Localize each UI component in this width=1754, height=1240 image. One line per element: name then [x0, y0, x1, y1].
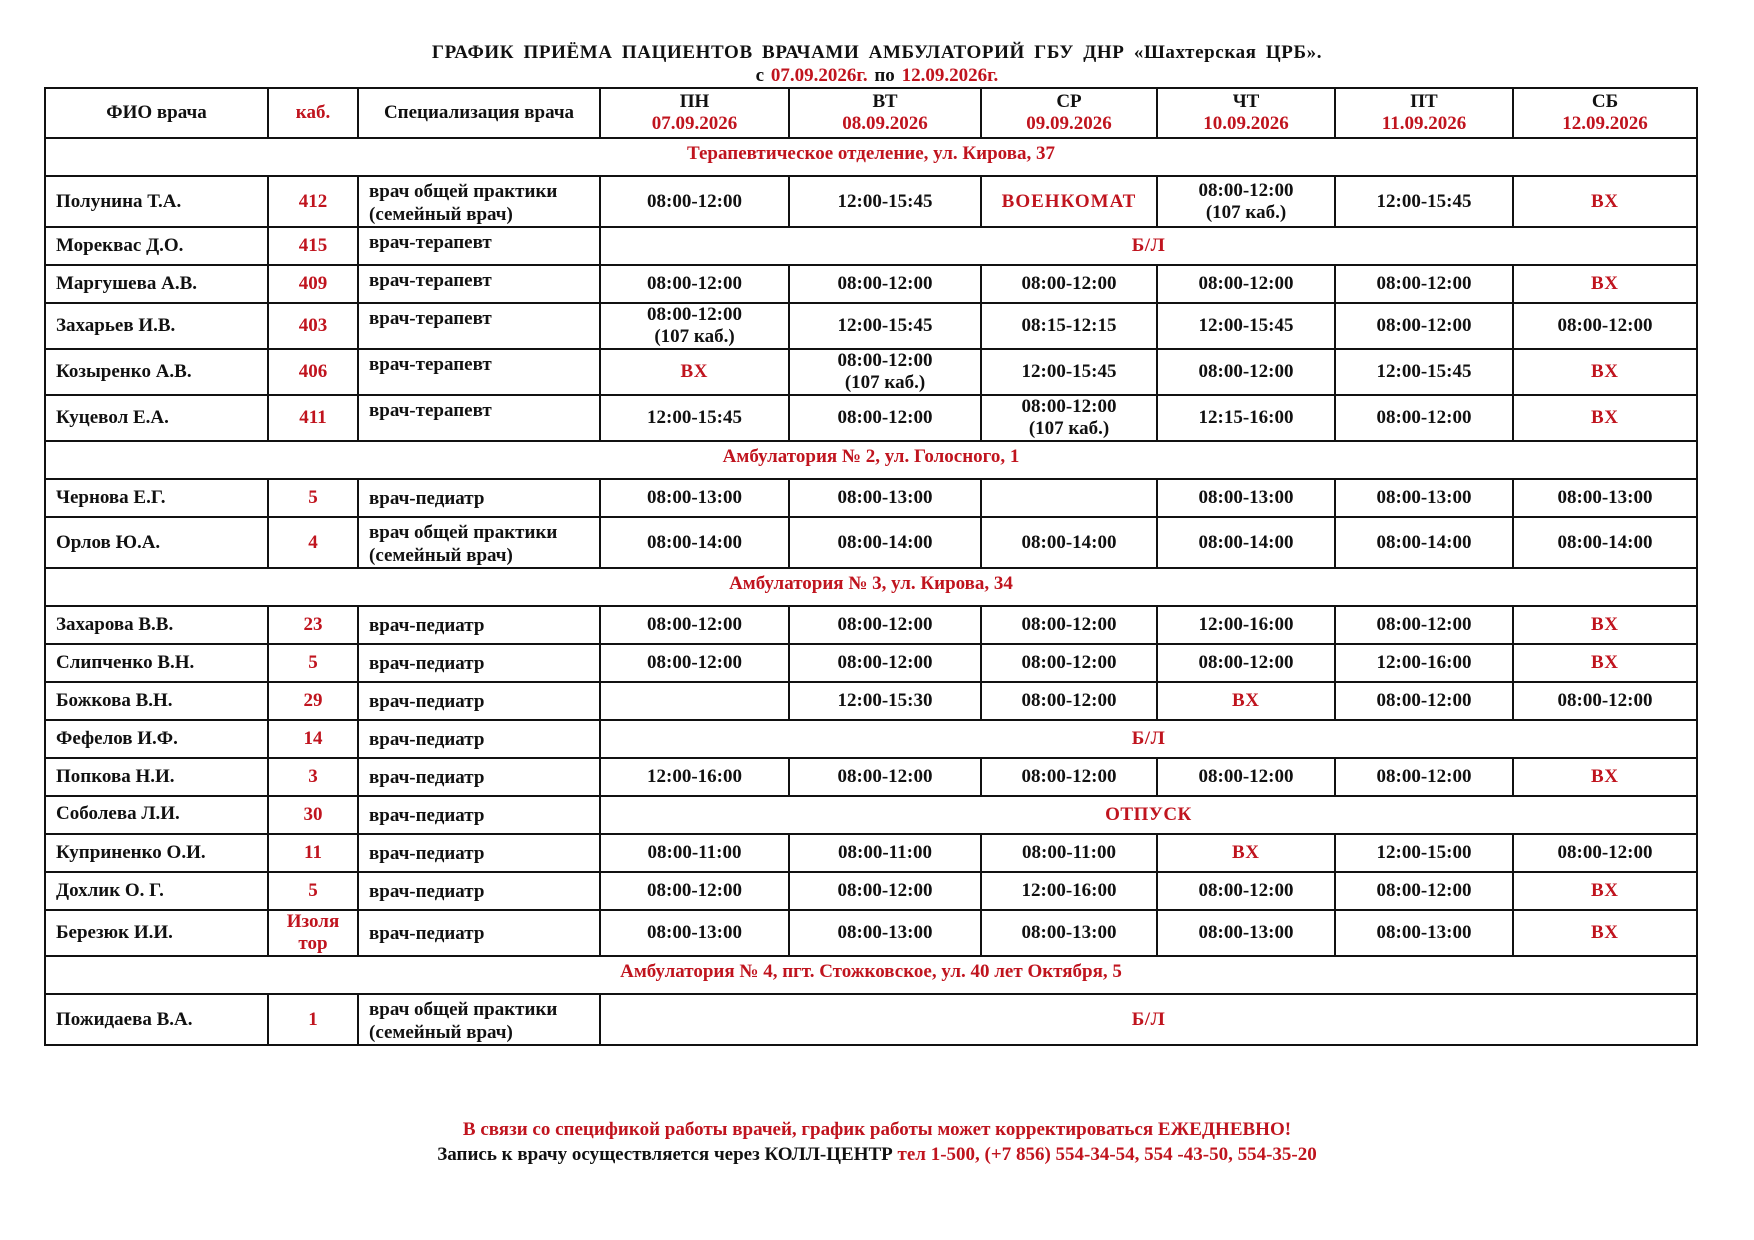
doctor-name: Куцевол Е.А.	[45, 395, 268, 441]
room-number: 406	[268, 349, 358, 395]
schedule-cell: 08:00-12:00	[1335, 682, 1513, 720]
schedule-cell: ВХ	[1513, 265, 1697, 303]
schedule-cell: ВХ	[1157, 834, 1335, 872]
room-number: 5	[268, 872, 358, 910]
section-row	[45, 441, 1697, 479]
room-number: 4	[268, 517, 358, 568]
schedule-cell: 08:00-12:00	[789, 265, 981, 303]
doctor-name: Захарьев И.В.	[45, 303, 268, 349]
cabinet-note: (107 каб.)	[654, 326, 735, 347]
schedule-cell: 12:00-15:45	[1335, 176, 1513, 227]
day-date: 12.09.2026	[1562, 113, 1648, 134]
specialization: врач-педиатр	[358, 796, 600, 834]
schedule-cell: 08:00-12:00	[1513, 682, 1697, 720]
schedule-cell: 08:00-12:00	[1335, 872, 1513, 910]
doctor-row	[45, 606, 1697, 644]
callcenter-phones: тел 1-500, (+7 856) 554-34-54, 554 -43-50, 554-35-20	[897, 1144, 1317, 1165]
doctor-name: Слипченко В.Н.	[45, 644, 268, 682]
schedule-cell: ВХ	[1513, 910, 1697, 956]
doctor-row	[45, 682, 1697, 720]
schedule-cell: 08:00-14:00	[981, 517, 1157, 568]
time-range: 08:00-12:00	[647, 304, 742, 325]
doctor-name: Мореквас Д.О.	[45, 227, 268, 265]
specialization: врач-терапевт	[358, 265, 600, 303]
day-date: 09.09.2026	[1026, 113, 1112, 134]
schedule-cell: 08:00-12:00	[1157, 644, 1335, 682]
room-line: Изоля	[286, 911, 340, 932]
section-row	[45, 956, 1697, 994]
specialization: врач-педиатр	[358, 479, 600, 517]
schedule-cell: 08:00-14:00	[1335, 517, 1513, 568]
schedule-cell: 08:00-12:00	[981, 758, 1157, 796]
schedule-cell: 12:00-15:45	[600, 395, 789, 441]
section-title: Амбулатория № 3, ул. Кирова, 34	[45, 568, 1697, 606]
doctor-row	[45, 758, 1697, 796]
schedule-cell: 12:00-15:45	[1335, 349, 1513, 395]
doctor-name: Куприненко О.И.	[45, 834, 268, 872]
schedule-cell: ВХ	[1513, 872, 1697, 910]
header-day-fri	[1335, 88, 1513, 138]
day-date: 07.09.2026	[651, 113, 738, 134]
schedule-table	[44, 87, 1698, 1046]
doctor-row	[45, 227, 1697, 265]
schedule-cell: ВОЕНКОМАТ	[981, 176, 1157, 227]
schedule-cell: ВХ	[1513, 758, 1697, 796]
doctor-row	[45, 479, 1697, 517]
specialization: врач-терапевт	[358, 227, 600, 265]
room-number: 403	[268, 303, 358, 349]
schedule-cell: 08:00-12:00	[981, 682, 1157, 720]
header-spec: Специализация врача	[358, 88, 600, 138]
doctor-name: Маргушева А.В.	[45, 265, 268, 303]
doctor-name: Захарова В.В.	[45, 606, 268, 644]
doctor-row	[45, 910, 1697, 956]
schedule-cell: 08:00-12:00	[1157, 349, 1335, 395]
schedule-cell: 08:00-12:00	[600, 644, 789, 682]
schedule-cell	[600, 303, 789, 349]
header-row	[45, 88, 1697, 138]
doctor-row	[45, 265, 1697, 303]
status-cell: ОТПУСК	[600, 796, 1697, 834]
schedule-cell: 08:00-12:00	[600, 606, 789, 644]
schedule-cell: 08:00-12:00	[981, 606, 1157, 644]
schedule-cell: 08:00-12:00	[1157, 758, 1335, 796]
specialization: врач-терапевт	[358, 395, 600, 441]
schedule-cell: 08:00-13:00	[600, 910, 789, 956]
schedule-cell: 08:15-12:15	[981, 303, 1157, 349]
schedule-cell: 08:00-12:00	[789, 758, 981, 796]
schedule-cell: ВХ	[1513, 395, 1697, 441]
doctor-row	[45, 872, 1697, 910]
schedule-cell: 08:00-12:00	[1513, 303, 1697, 349]
room-number: 409	[268, 265, 358, 303]
room-number: 5	[268, 644, 358, 682]
section-title: Амбулатория № 4, пгт. Стожковское, ул. 40 лет Октября, 5	[45, 956, 1697, 994]
schedule-cell: 08:00-12:00	[1335, 303, 1513, 349]
room-number: 23	[268, 606, 358, 644]
doctor-row	[45, 834, 1697, 872]
status-cell: Б/Л	[600, 994, 1697, 1045]
cabinet-note: (107 каб.)	[1028, 418, 1110, 439]
doctor-row	[45, 994, 1697, 1045]
schedule-cell: 08:00-14:00	[1513, 517, 1697, 568]
schedule-cell	[789, 349, 981, 395]
schedule-cell: 08:00-11:00	[981, 834, 1157, 872]
header-name: ФИО врача	[45, 88, 268, 138]
doctor-row	[45, 644, 1697, 682]
section-row	[45, 568, 1697, 606]
doctor-row	[45, 395, 1697, 441]
doctor-name: Березюк И.И.	[45, 910, 268, 956]
status-cell: Б/Л	[600, 227, 1697, 265]
schedule-cell: 08:00-13:00	[1157, 910, 1335, 956]
day-date: 08.09.2026	[842, 113, 928, 134]
schedule-cell: 08:00-13:00	[789, 910, 981, 956]
section-row	[45, 138, 1697, 176]
specialization: врач-педиатр	[358, 720, 600, 758]
doctor-name: Фефелов И.Ф.	[45, 720, 268, 758]
room-number: 1	[268, 994, 358, 1045]
spec-line: (семейный врач)	[369, 1022, 513, 1043]
schedule-cell: ВХ	[1513, 644, 1697, 682]
doctor-row	[45, 303, 1697, 349]
period-from-label: с	[755, 65, 765, 86]
schedule-cell: 08:00-11:00	[789, 834, 981, 872]
spec-line: врач общей практики	[369, 522, 558, 543]
schedule-cell	[1157, 176, 1335, 227]
schedule-cell: 08:00-13:00	[1335, 479, 1513, 517]
header-day-wed	[981, 88, 1157, 138]
day-name: ВТ	[872, 91, 898, 112]
specialization: врач-педиатр	[358, 910, 600, 956]
schedule-cell	[981, 479, 1157, 517]
doctor-name: Соболева Л.И.	[45, 796, 268, 834]
doctor-name: Орлов Ю.А.	[45, 517, 268, 568]
cabinet-note: (107 каб.)	[1205, 201, 1287, 223]
room-number: 29	[268, 682, 358, 720]
day-name: СР	[1056, 91, 1082, 112]
period-from: 07.09.2026г.	[770, 65, 868, 86]
schedule-cell: ВХ	[1513, 349, 1697, 395]
schedule-cell: 12:00-15:45	[981, 349, 1157, 395]
schedule-cell: 08:00-14:00	[600, 517, 789, 568]
schedule-cell: 08:00-12:00	[789, 395, 981, 441]
spec-line: врач общей практики	[369, 999, 558, 1020]
room-number: 5	[268, 479, 358, 517]
schedule-cell: 08:00-13:00	[600, 479, 789, 517]
specialization: врач-педиатр	[358, 682, 600, 720]
specialization: врач-педиатр	[358, 872, 600, 910]
day-name: ПТ	[1410, 91, 1438, 112]
time-range: 08:00-12:00	[1198, 179, 1294, 201]
day-name: ПН	[679, 91, 710, 112]
period-to-label: по	[874, 65, 895, 86]
header-day-mon	[600, 88, 789, 138]
schedule-cell: 08:00-12:00	[1157, 265, 1335, 303]
section-title: Терапевтическое отделение, ул. Кирова, 37	[45, 138, 1697, 176]
schedule-cell: 08:00-12:00	[1335, 395, 1513, 441]
schedule-cell: 08:00-12:00	[1157, 872, 1335, 910]
doctor-name: Божкова В.Н.	[45, 682, 268, 720]
period-line	[0, 65, 1754, 87]
schedule-cell: 08:00-11:00	[600, 834, 789, 872]
doctor-row	[45, 720, 1697, 758]
schedule-cell: 12:00-15:00	[1335, 834, 1513, 872]
day-name: СБ	[1591, 91, 1619, 112]
doctor-row	[45, 176, 1697, 227]
schedule-cell: 12:00-16:00	[1157, 606, 1335, 644]
doctor-name: Попкова Н.И.	[45, 758, 268, 796]
schedule-cell: 08:00-12:00	[1513, 834, 1697, 872]
day-date: 10.09.2026	[1203, 113, 1289, 134]
doctor-name: Чернова Е.Г.	[45, 479, 268, 517]
schedule-cell: ВХ	[1513, 606, 1697, 644]
schedule-cell: 08:00-12:00	[600, 872, 789, 910]
schedule-cell: 08:00-12:00	[981, 265, 1157, 303]
callcenter-text: Запись к врачу осуществляется через КОЛЛ-ЦЕНТР	[437, 1144, 893, 1165]
room-number: 411	[268, 395, 358, 441]
specialization	[358, 994, 600, 1045]
specialization: врач-терапевт	[358, 303, 600, 349]
schedule-cell: 08:00-12:00	[600, 265, 789, 303]
header-day-tue	[789, 88, 981, 138]
schedule-cell: 08:00-14:00	[1157, 517, 1335, 568]
specialization: врач-педиатр	[358, 758, 600, 796]
schedule-cell: ВХ	[1157, 682, 1335, 720]
schedule-cell: 12:00-15:45	[789, 303, 981, 349]
period-to: 12.09.2026г.	[901, 65, 999, 86]
schedule-cell: ВХ	[600, 349, 789, 395]
schedule-cell	[981, 395, 1157, 441]
schedule-cell: 12:00-16:00	[981, 872, 1157, 910]
schedule-cell: 08:00-13:00	[981, 910, 1157, 956]
status-cell: Б/Л	[600, 720, 1697, 758]
room-number: 415	[268, 227, 358, 265]
doctor-row	[45, 517, 1697, 568]
callcenter-line	[0, 1144, 1754, 1166]
time-range: 08:00-12:00	[837, 350, 933, 371]
schedule-cell: 08:00-12:00	[600, 176, 789, 227]
specialization: врач-педиатр	[358, 644, 600, 682]
doctor-name: Дохлик О. Г.	[45, 872, 268, 910]
schedule-cell: 12:00-15:30	[789, 682, 981, 720]
schedule-cell: 08:00-13:00	[789, 479, 981, 517]
room-number: 412	[268, 176, 358, 227]
specialization: врач-терапевт	[358, 349, 600, 395]
schedule-cell: ВХ	[1513, 176, 1697, 227]
cabinet-note: (107 каб.)	[844, 372, 926, 393]
section-title: Амбулатория № 2, ул. Голосного, 1	[45, 441, 1697, 479]
day-date: 11.09.2026	[1381, 113, 1467, 134]
schedule-cell: 08:00-12:00	[1335, 758, 1513, 796]
schedule-cell: 08:00-12:00	[1335, 606, 1513, 644]
schedule-cell: 08:00-13:00	[1335, 910, 1513, 956]
schedule-cell: 08:00-12:00	[789, 606, 981, 644]
schedule-cell: 08:00-12:00	[789, 644, 981, 682]
header-day-sat	[1513, 88, 1697, 138]
schedule-cell: 08:00-12:00	[789, 872, 981, 910]
specialization: врач-педиатр	[358, 606, 600, 644]
room-line: тор	[298, 933, 328, 954]
time-range: 08:00-12:00	[1021, 396, 1117, 417]
specialization: врач-педиатр	[358, 834, 600, 872]
spec-line: (семейный врач)	[369, 545, 513, 566]
room-number: 3	[268, 758, 358, 796]
schedule-cell: 12:00-16:00	[600, 758, 789, 796]
specialization	[358, 517, 600, 568]
schedule-cell: 12:00-15:45	[1157, 303, 1335, 349]
doctor-name: Пожидаева В.А.	[45, 994, 268, 1045]
header-day-thu	[1157, 88, 1335, 138]
specialization	[358, 176, 600, 227]
schedule-cell: 12:15-16:00	[1157, 395, 1335, 441]
schedule-cell: 12:00-15:45	[789, 176, 981, 227]
room-number: 14	[268, 720, 358, 758]
doctor-name: Козыренко А.В.	[45, 349, 268, 395]
schedule-cell: 08:00-12:00	[1335, 265, 1513, 303]
room-number	[268, 910, 358, 956]
schedule-body	[45, 138, 1697, 1045]
doctor-row	[45, 349, 1697, 395]
room-number: 11	[268, 834, 358, 872]
doctor-row	[45, 796, 1697, 834]
schedule-cell: 08:00-14:00	[789, 517, 981, 568]
notice-text: В связи со спецификой работы врачей, график работы может корректироваться ЕЖЕДНЕВНО!	[462, 1119, 1292, 1140]
doctor-name: Полунина Т.А.	[45, 176, 268, 227]
room-number: 30	[268, 796, 358, 834]
header-room: каб.	[268, 88, 358, 138]
schedule-cell: 12:00-16:00	[1335, 644, 1513, 682]
page-title: ГРАФИК ПРИЁМА ПАЦИЕНТОВ ВРАЧАМИ АМБУЛАТОРИЙ ГБУ ДНР «Шахтерская ЦРБ».	[431, 42, 1323, 63]
schedule-cell	[600, 682, 789, 720]
spec-line: врач общей практики	[369, 181, 558, 202]
schedule-cell: 08:00-13:00	[1157, 479, 1335, 517]
spec-line: (семейный врач)	[369, 204, 513, 225]
schedule-cell: 08:00-13:00	[1513, 479, 1697, 517]
schedule-cell: 08:00-12:00	[981, 644, 1157, 682]
day-name: ЧТ	[1232, 91, 1260, 112]
